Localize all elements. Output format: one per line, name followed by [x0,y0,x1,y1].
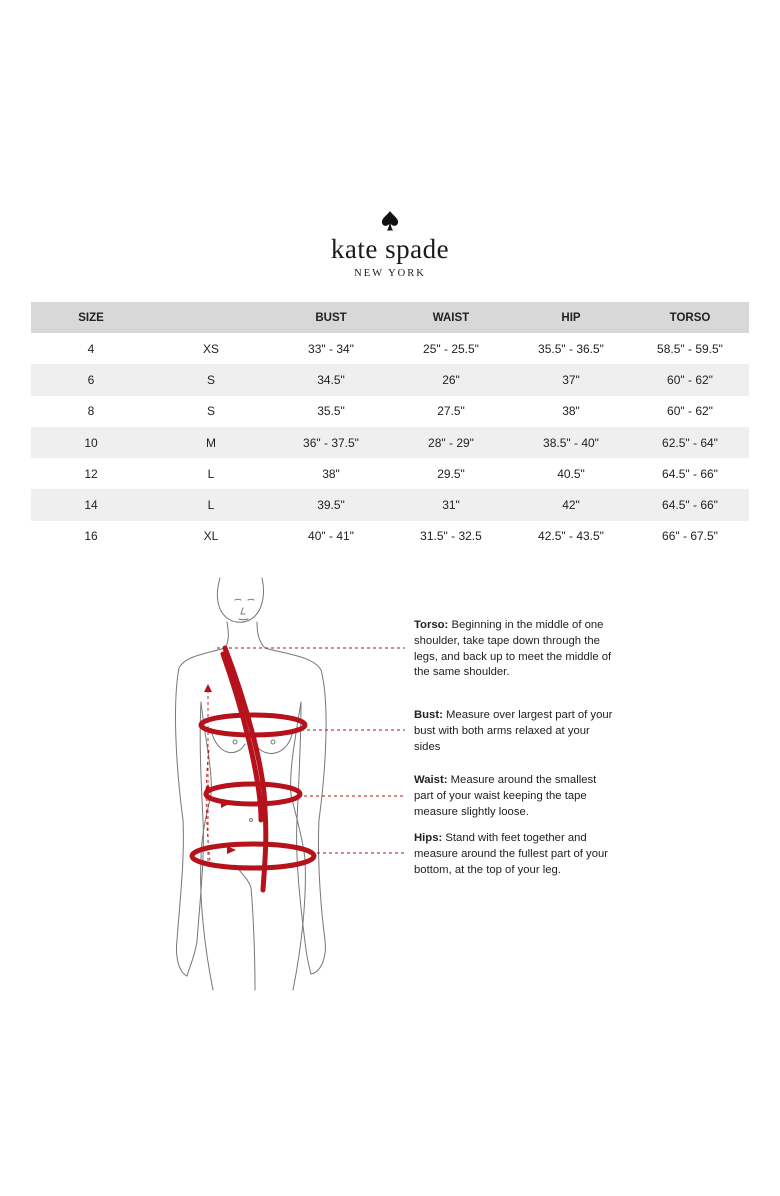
cell-hip: 38.5" - 40" [511,427,631,458]
cell-waist: 31.5" - 32.5 [420,529,482,544]
measurement-figure [165,570,415,995]
cell-torso: 60" - 62" [667,404,713,419]
cell-torso: 66" - 67.5" [662,529,718,544]
hips-note-title: Hips: [414,832,443,844]
torso-note [414,618,614,681]
cell-torso: 58.5" - 59.5" [657,341,723,356]
cell-hip: 35.5" - 36.5" [538,341,604,356]
cell-bust: 34.5" [271,364,391,395]
table-row [31,458,749,489]
brand-name: kate spade [330,234,450,264]
cell-waist: 29.5" [437,466,465,481]
header-letter-size [151,302,271,333]
cell-hip: 38" [562,404,580,419]
spade-icon [381,210,399,232]
cell-bust: 36" - 37.5" [271,427,391,458]
bust-note [414,708,614,755]
cell-size: 16 [84,529,98,544]
cell-waist: 25" - 25.5" [423,341,479,356]
cell-letter-size: L [151,489,271,520]
waist-note [414,773,614,820]
cell-bust: 38" [322,466,340,481]
table-header-row [31,302,749,333]
cell-size: 12 [84,466,98,481]
hips-note-text: Stand with feet together and measure around the fullest part of your bottom, at the top of your leg. [414,832,609,876]
header-bust: BUST [271,302,391,333]
cell-size: 14 [31,489,151,520]
table-row [31,521,749,552]
cell-bust: 35.5" [317,404,345,419]
torso-note-text: Beginning in the middle of one shoulder, take tape down through the legs, and back up to meet the middle of the same shoulder. [414,619,612,679]
hips-tape [192,844,314,868]
cell-letter-size: S [206,404,215,419]
header-hip: HIP [511,302,631,333]
torso-note-title: Torso: [414,619,449,631]
header-torso: TORSO [631,302,749,333]
cell-hip: 40.5" [557,466,585,481]
cell-letter-size: XS [202,341,219,356]
table-row [31,489,749,520]
table-row [31,333,749,364]
cell-waist: 27.5" [437,404,465,419]
cell-size: 10 [31,427,151,458]
cell-bust: 33" - 34" [308,341,354,356]
table-row [31,427,749,458]
header-waist: WAIST [391,302,511,333]
cell-letter-size: XL [203,529,219,544]
brand-logo [0,210,780,279]
cell-letter-size: S [151,364,271,395]
cell-hip: 42.5" - 43.5" [538,529,604,544]
cell-size: 8 [87,404,95,419]
waist-note-title: Waist: [414,774,448,786]
table-row [31,364,749,395]
brand-city: NEW YORK [354,268,426,279]
cell-torso: 62.5" - 64" [631,427,749,458]
cell-waist: 28" - 29" [391,427,511,458]
cell-torso: 64.5" - 66" [662,466,718,481]
bust-note-text: Measure over largest part of your bust with both arms relaxed at your sides [414,709,613,753]
bust-note-title: Bust: [414,709,443,721]
size-chart-table [31,302,749,552]
cell-letter-size: M [151,427,271,458]
cell-size: 6 [31,364,151,395]
table-row [31,396,749,427]
cell-torso: 64.5" - 66" [631,489,749,520]
arrow-markers [204,684,236,854]
cell-torso: 60" - 62" [631,364,749,395]
cell-letter-size: L [207,466,215,481]
cell-hip: 42" [511,489,631,520]
waist-tape [206,784,300,804]
cell-hip: 37" [511,364,631,395]
header-size: SIZE [31,302,151,333]
waist-note-text: Measure around the smallest part of your waist keeping the tape measure slightly loose. [414,774,597,818]
cell-bust: 40" - 41" [308,529,354,544]
cell-size: 4 [87,341,95,356]
cell-bust: 39.5" [271,489,391,520]
cell-waist: 26" [391,364,511,395]
cell-waist: 31" [391,489,511,520]
hips-note [414,831,614,878]
